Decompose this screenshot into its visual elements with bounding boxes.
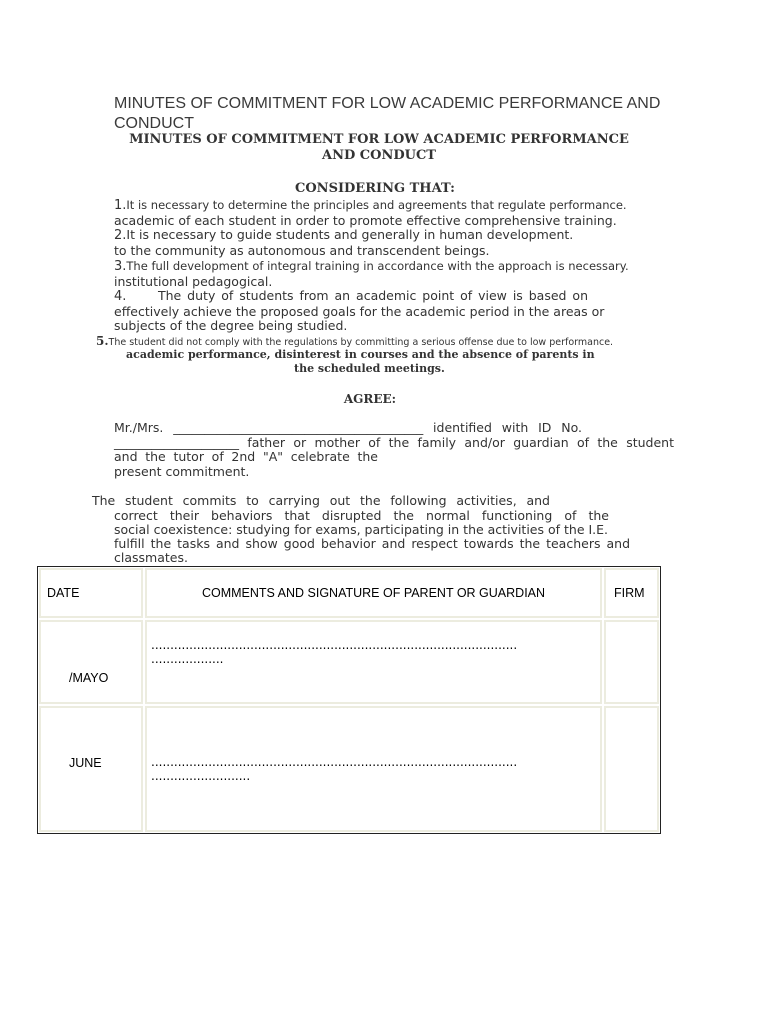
row-1-firm-cell[interactable] bbox=[604, 620, 659, 704]
row-2-dots-1: ................................................................................................ bbox=[151, 755, 518, 769]
item-5-bold-line-2: the scheduled meetings. bbox=[294, 362, 445, 375]
commit-line-1: The student commits to carrying out the following activities, and bbox=[92, 493, 550, 508]
item-line: institutional pedagogical. bbox=[114, 273, 273, 289]
item-line: It is necessary to guide students and generally in human development. bbox=[126, 227, 574, 242]
item-number: 5. bbox=[96, 334, 109, 348]
considering-item-3 bbox=[114, 259, 674, 289]
row-1-dots-2: ................... bbox=[151, 652, 224, 666]
considering-item-4 bbox=[114, 288, 605, 334]
tutor-line: and the tutor of 2nd "A" celebrate the bbox=[114, 449, 378, 464]
considering-item-2 bbox=[114, 228, 674, 258]
agree-heading: AGREE: bbox=[343, 392, 397, 406]
item-line: subjects of the degree being studied. bbox=[114, 318, 348, 333]
header-comments-cell bbox=[145, 568, 602, 618]
row-1-date-cell bbox=[39, 620, 143, 704]
item-5-bold-line-1: academic performance, disinterest in courses and the absence of parents in bbox=[126, 348, 595, 361]
commit-line-4: fulfill the tasks and show good behavior and respect towards the teachers and bbox=[114, 536, 630, 551]
commitment-table bbox=[37, 566, 661, 834]
page-title: MINUTES OF COMMITMENT FOR LOW ACADEMIC PERFORMANCE AND CONDUCT bbox=[114, 95, 661, 132]
considering-heading: CONSIDERING THAT: bbox=[295, 181, 455, 196]
item-line: The duty of students from an academic point of view is based on bbox=[158, 288, 588, 303]
item-line: The full development of integral training in accordance with the approach is necessary. bbox=[126, 259, 629, 273]
name-blank: ________________________________________ bbox=[173, 420, 424, 435]
header-date-cell bbox=[39, 568, 143, 618]
row-2-date: JUNE bbox=[69, 756, 102, 770]
guardian-text: father or mother of the family and/or guardian of the student bbox=[247, 434, 674, 450]
item-line: academic of each student in order to promote effective comprehensive training. bbox=[114, 212, 617, 228]
header-comments: COMMENTS AND SIGNATURE OF PARENT OR GUARDIAN bbox=[201, 586, 546, 600]
row-2-comments-cell[interactable] bbox=[145, 706, 602, 832]
item-line: The student did not comply with the regulations by committing a serious offense due to low performance. bbox=[108, 337, 614, 348]
row-1-dots-1: ................................................................................................ bbox=[151, 638, 518, 652]
item-number: 1. bbox=[114, 198, 127, 213]
item-line: effectively achieve the proposed goals for the academic period in the areas or bbox=[114, 303, 605, 319]
row-2-firm-cell[interactable] bbox=[604, 706, 659, 832]
item-line: to the community as autonomous and transcendent beings. bbox=[114, 242, 490, 258]
commit-line-3: social coexistence: studying for exams, participating in the activities of the I.E. bbox=[114, 522, 609, 537]
header-firm: FIRM bbox=[614, 586, 645, 600]
title-prefix: Mr./Mrs. bbox=[114, 420, 164, 435]
item-number: 4. bbox=[114, 289, 127, 304]
agree-paragraph bbox=[114, 421, 674, 479]
commit-line-2: correct their behaviors that disrupted the normal functioning of the bbox=[114, 508, 609, 523]
header-firm-cell bbox=[604, 568, 659, 618]
document-heading: MINUTES OF COMMITMENT FOR LOW ACADEMIC PERFORMANCE AND CONDUCT bbox=[129, 132, 629, 163]
row-1-date: /MAYO bbox=[69, 671, 109, 685]
item-number: 2. bbox=[114, 228, 127, 243]
row-1-comments-cell[interactable] bbox=[145, 620, 602, 704]
header-date: DATE bbox=[47, 586, 80, 600]
row-2-dots-2: .......................... bbox=[151, 769, 251, 783]
commit-line-5: classmates. bbox=[114, 550, 188, 565]
considering-item-1 bbox=[114, 198, 674, 228]
item-line: It is necessary to determine the principles and agreements that regulate performance. bbox=[126, 198, 627, 212]
id-label: identified with ID No. bbox=[433, 420, 582, 435]
row-2-date-cell bbox=[39, 706, 143, 832]
id-blank: ____________________ bbox=[114, 434, 239, 450]
commitment-line: present commitment. bbox=[114, 463, 250, 479]
considering-item-5 bbox=[96, 334, 696, 348]
item-number: 3. bbox=[114, 259, 127, 274]
